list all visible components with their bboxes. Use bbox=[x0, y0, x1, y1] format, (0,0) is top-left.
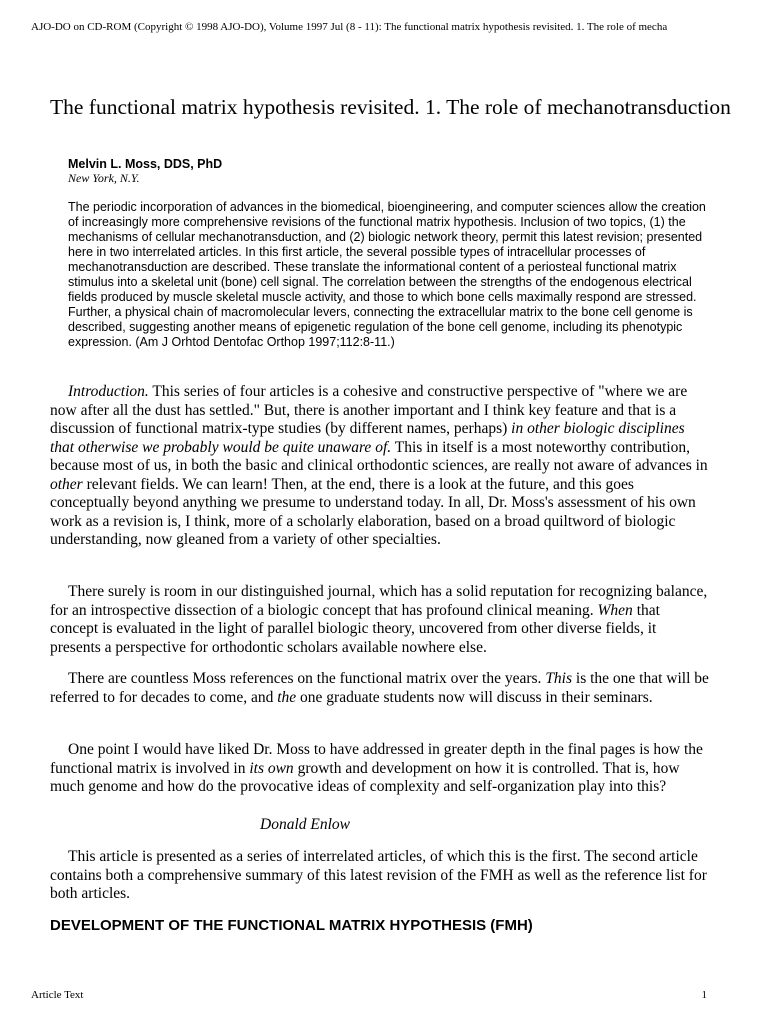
paragraph-4-text-1: One point I would have liked Dr. Moss to have addressed in greater depth in the final pages is how the functional matrix is involved in bbox=[50, 741, 703, 777]
paragraph-2 bbox=[50, 583, 710, 657]
footer-label: Article Text bbox=[31, 989, 84, 1001]
section-heading: DEVELOPMENT OF THE FUNCTIONAL MATRIX HYPOTHESIS (FMH) bbox=[50, 917, 533, 934]
intro-emphasis-1: in other biologic disciplines that otherwise we probably would be quite unaware of. bbox=[50, 420, 685, 456]
paragraph-3 bbox=[50, 670, 710, 707]
abstract: The periodic incorporation of advances in the biomedical, bioengineering, and computer sciences allow the creation of increasingly more comprehensive revisions of the functional matrix hypothesis. Inclusion of two topics, (1) the mechanisms of cellular mechanotransduction, and (2) biologic network theory, permit this latest revision; presented here in two interrelated articles. In this first article, the several possible types of intracellular processes of mechanotransduction are described. These translate the informational content of a periosteal functional matrix stimulus into a skeletal unit (bone) cell signal. The correlation between the strengths of the endogenous electrical fields produced by muscle skeletal muscle activity, and those to which bone cells maximally respond are stressed. Further, a physical chain of macromolecular levers, connecting the extracellular matrix to the bone cell genome is described, suggesting another means of epigenetic regulation of the bone cell genome, including its phenotypic expression. (Am J Orhtod Dentofac Orthop 1997;112:8-11.) bbox=[68, 200, 706, 349]
signature: Donald Enlow bbox=[260, 816, 350, 833]
paragraph-3-emphasis-1: This bbox=[545, 670, 573, 687]
intro-paragraph bbox=[50, 383, 710, 550]
running-header: AJO-DO on CD-ROM (Copyright © 1998 AJO-DO), Volume 1997 Jul (8 - 11): The functional matrix hypothesis revisited. 1. The role of mecha bbox=[31, 21, 668, 33]
paragraph-3-text-1: There are countless Moss references on the functional matrix over the years. bbox=[68, 670, 546, 687]
paragraph-2-text-1: There surely is room in our distinguished journal, which has a solid reputation for recognizing balance, for an introspective dissection of a biologic concept that has profound clinical meaning. bbox=[50, 583, 708, 619]
paragraph-3-text-3: one graduate students now will discuss in their seminars. bbox=[296, 688, 653, 706]
intro-emphasis-2: other bbox=[50, 475, 83, 493]
intro-lead: Introduction. bbox=[68, 383, 149, 400]
paragraph-4-text-2: growth and development on how it is controlled. That is, how much genome and how do the provocative ideas of complexity and self-organization play into this? bbox=[50, 759, 680, 795]
author-block bbox=[68, 157, 222, 185]
author-name: Melvin L. Moss, DDS, PhD bbox=[68, 157, 223, 171]
article-title: The functional matrix hypothesis revisited. 1. The role of mechanotransduction bbox=[50, 95, 731, 119]
paragraph-4-emphasis: its own bbox=[249, 759, 294, 777]
intro-text-3: relevant fields. We can learn! Then, at the end, there is a look at the future, and this goes conceptually beyond anything we presume to understand today. In all, Dr. Moss's assessment of his own work as a revision is, I think, more of a scholarly elaboration, based on a broad quiltword of biologic understanding, now gleaned from a variety of other specialties. bbox=[50, 475, 696, 548]
intro-text-2: This in itself is a most noteworthy contribution, because most of us, in both the basic and clinical orthodontic sciences, are really not aware of advances in bbox=[50, 438, 708, 474]
intro-text-1: This series of four articles is a cohesive and constructive perspective of "where we are now after all the dust has settled." But, there is another important and I think key feature and that is a discussion of functional matrix-type studies (by different names, perhaps) bbox=[50, 383, 688, 437]
paragraph-2-emphasis: When bbox=[597, 601, 633, 619]
paragraph-4 bbox=[50, 741, 710, 797]
paragraph-2-text-2: that concept is evaluated in the light of parallel biologic theory, uncovered from other diverse fields, it presents a perspective for orthodontic scholars available nowhere else. bbox=[50, 601, 660, 656]
paragraph-3-emphasis-2: the bbox=[277, 688, 297, 706]
page-number: 1 bbox=[701, 989, 707, 1001]
author-affiliation: New York, N.Y. bbox=[68, 171, 140, 185]
paragraph-5: This article is presented as a series of interrelated articles, of which this is the first. The second article contains both a comprehensive summary of this latest revision of the FMH as well as the reference list for both articles. bbox=[50, 848, 707, 902]
paragraph-3-text-2: is the one that will be referred to for decades to come, and bbox=[50, 670, 709, 706]
